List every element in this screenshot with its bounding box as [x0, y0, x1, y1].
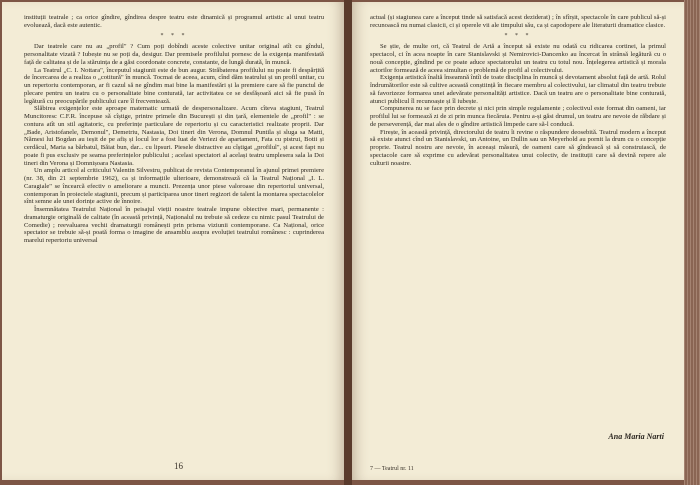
section-separator: * * *: [504, 32, 532, 39]
paragraph: Compunerea nu se face prin decrete și nici prin simple regulamente ; colectivul este format din oameni, iar profilul lui se formează zi de zi prin munca fiecăruia. Pentru a-și găsi drumul, un teatru are nevoie de răbdare și de perseverență, dar mai ales de o gîndire artistică limpede care să-l conducă.: [370, 105, 666, 128]
paragraph: Firește, în această privință, directorului de teatru îi revine o răspundere deosebită. Teatrul modern a început să existe atunci cînd un Stanislavski, un Antoine, un Dullin sau un Meyerhold au pornit la drum cu o concepție proprie. Teatrul nostru are nevoie, în aceeași măsură, de oameni care să gîndească și să construiască, de spectacole care să exprime cu adevărat personalitatea unui colectiv, de instituții care să devină repere ale culturii noastre.: [370, 128, 666, 167]
paragraph: instituții teatrale ; ca orice gîndire, gîndirea despre teatru este dinamică și programul artistic al unui teatru evoluează, dacă este autentic.: [24, 14, 324, 29]
right-page: [352, 2, 684, 480]
book-gutter: [344, 0, 352, 485]
section-separator: * * *: [160, 32, 188, 39]
page-number: 16: [174, 461, 183, 471]
right-text-column: [370, 14, 666, 167]
author-signature: Ana Maria Narti: [608, 432, 664, 441]
page-edges: [684, 0, 700, 485]
paragraph: Slăbirea exigențelor este aproape matematic urmată de despersonalizare. Acum cîteva stagiuni, Teatrul Muncitoresc C.F.R. începuse să cîștige, printre primele din București și din țară, elementele de „profil" : se contura atît un stil agitatoric, cu preferințe particulare de repertoriu și cu caracteristici realizate proprii. Dar „Bade, Aristofanele, Demonul", Demetriu, Nastasia, Doi tineri din Verona, Domnul Puntila și sluga sa Matti, Nămesi lui Bogdan au ieșit de pe afiș și locul lor a fost luat de Veriezi de apartament, Fata cu pistrui, Botii și cerdăcul, Maria sa bărbatul, Băiat bun, dar... cu lipsuri. Piesele distractive au cîștigat „profilul", și acest fapt nu poate fi pus exclusiv pe seama preferințelor publicului ; acelasi spectatori al același teatru umplesera sala la Doi tineri din Verona și Domnișoara Nastasia.: [24, 105, 324, 167]
paragraph: Se știe, de multe ori, că Teatrul de Artă a început să existe nu odată cu ridicarea cortinei, la primul spectacol, ci în acea noapte în care Stanislavski și Nemirovici-Dancenko au încercat în strânsă legătură cu o nouă concepție, gîndind pe ce poate aduce spectatorului un teatru cu totul nou. Înțelegerea artistică și morala actorilor formează de aceea simultan o problemă de profil al colectivului.: [370, 43, 666, 74]
paragraph: La Teatrul „C. I. Nottara", începutul stagiunii este de bun augur. Străbaterea profilului nu poate fi despărțită de încercarea de a realiza o „cotitură" în muncă. Tocmai de aceea, acum, cînd dăm teatrului și un profil unitar, cu un repertoriu contemporan, ar fi cazul să ne gîndim mai bine la manifestări și la premiere care să fie punctul de plecare pentru un teatru cu o personalitate bine conturată, iar activitatea ce se desfășoară aici să fie pusă în legătură cu preocupările publicului care îl frecventează.: [24, 66, 324, 105]
paragraph: Un amplu articol al criticului Valentin Silvestru, publicat de revista Contemporanul în ajunul primei premiere (nr. 38, din 21 septembrie 1962), ca și informațiile ulterioare, demonstrează că la Teatrul Național „I. L. Caragiale" se încearcă efectiv o ameliorare a muncii. Prezența unor piese valoroase din repertoriul universal, contemporan în proiectele stagiunii, precum și participarea unor tineri regizori de talent la montarea spectacolelor sînt semne ale unei dorințe active de înnoire.: [24, 167, 324, 206]
paragraph: actual (și stagiunea care a început tinde să satisfacă acest deziderat) ; în sfîrșit, spectacole în care publicul să-și recunoască nu numai clasicii, ci și operele vii ale timpului său, ca și capodopere ale literaturii dramatice clasice.: [370, 14, 666, 29]
paragraph: Exigența artistică înaltă înseamnă întîi de toate disciplina în muncă și devotament absolut față de artă. Rolul îndrumătorilor este să cultive această conștiință în fiecare membru al colectivului, iar climatul din teatru trebuie să favorizeze formarea unei adevărate personalități artistice. Dacă un teatru are o personalitate bine conturată, atunci publicul îl recunoaște și îl iubește.: [370, 74, 666, 105]
left-text-column: [24, 14, 324, 245]
page-label: 7 — Teatrul nr. 11: [370, 466, 414, 472]
paragraph: Dar teatrele care nu au „profil" ? Cum poți dobîndi aceste colective unitar original atît cu gîndul, personalitate vizată ? Iubește nu se poți da, desigur. Dar premisele profilului pornesc de la exigența manifestată față de calitatea și de la stăruința de a găsi coordonate concrete, constante, de lungă durată, în muncă.: [24, 43, 324, 66]
left-page: [2, 2, 344, 480]
paragraph: Însemnătatea Teatrului Național în peisajul vieții noastre teatrale impune obiective mari, permanente : dramaturgie originală de calitate (în această privință, Naționalul nu trebuie să cedeze cu nimic pasul Teatrului de Comedie) ; reevaluarea vechii dramaturgii românești prin prisma viziunii contemporane. Ca Național, orice spectator se trebuie să-și poată forma o imagine de ansamblu asupra evoluției teatrului românesc : cuprinderea marelui repertoriu universal: [24, 206, 324, 244]
